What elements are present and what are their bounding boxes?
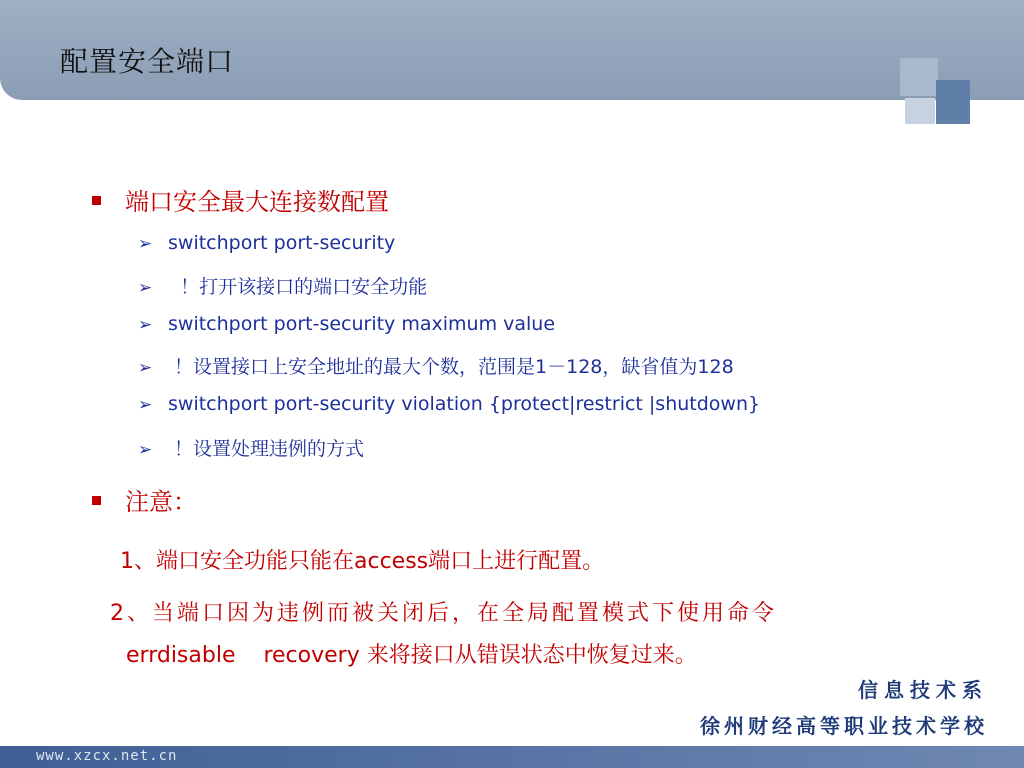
slide-footer (0, 746, 1024, 768)
arrow-bullet-icon: ➢ (138, 358, 153, 378)
arrow-bullet-icon: ➢ (138, 315, 153, 335)
list-item: ➢ switchport port-security maximum value (138, 313, 556, 335)
school-signature: 徐州财经高等职业技术学校 (700, 714, 988, 738)
list-item: ➢ switchport port-security (138, 232, 396, 254)
note-line: 2、当端口因为违例而被关闭后，在全局配置模式下使用命令 (110, 601, 777, 626)
section-heading: 注意： (92, 482, 197, 517)
list-item: ➢ ！设置接口上安全地址的最大个数，范围是1－128，缺省值为128 (138, 356, 734, 378)
section-heading: 端口安全最大连接数配置 (92, 182, 389, 217)
arrow-bullet-icon: ➢ (138, 395, 153, 415)
arrow-bullet-icon: ➢ (138, 234, 153, 254)
slide-title: 配置安全端口 (60, 45, 235, 78)
square-bullet-icon (92, 496, 101, 505)
list-item: ➢ ！设置处理违例的方式 (138, 438, 365, 460)
arrow-bullet-icon: ➢ (138, 278, 153, 298)
list-item: ➢ switchport port-security violation {protect|restrict |shutdown} (138, 393, 761, 415)
note-line: 1、端口安全功能只能在access端口上进行配置。 (120, 549, 605, 574)
footer-url[interactable]: www.xzcx.net.cn (36, 748, 178, 764)
list-item: ➢ ！打开该接口的端口安全功能 (138, 276, 428, 298)
department-signature: 信息技术系 (858, 678, 988, 702)
square-bullet-icon (92, 196, 101, 205)
note-line: errdisable recovery 来将接口从错误状态中恢复过来。 (126, 643, 697, 668)
arrow-bullet-icon: ➢ (138, 440, 153, 460)
